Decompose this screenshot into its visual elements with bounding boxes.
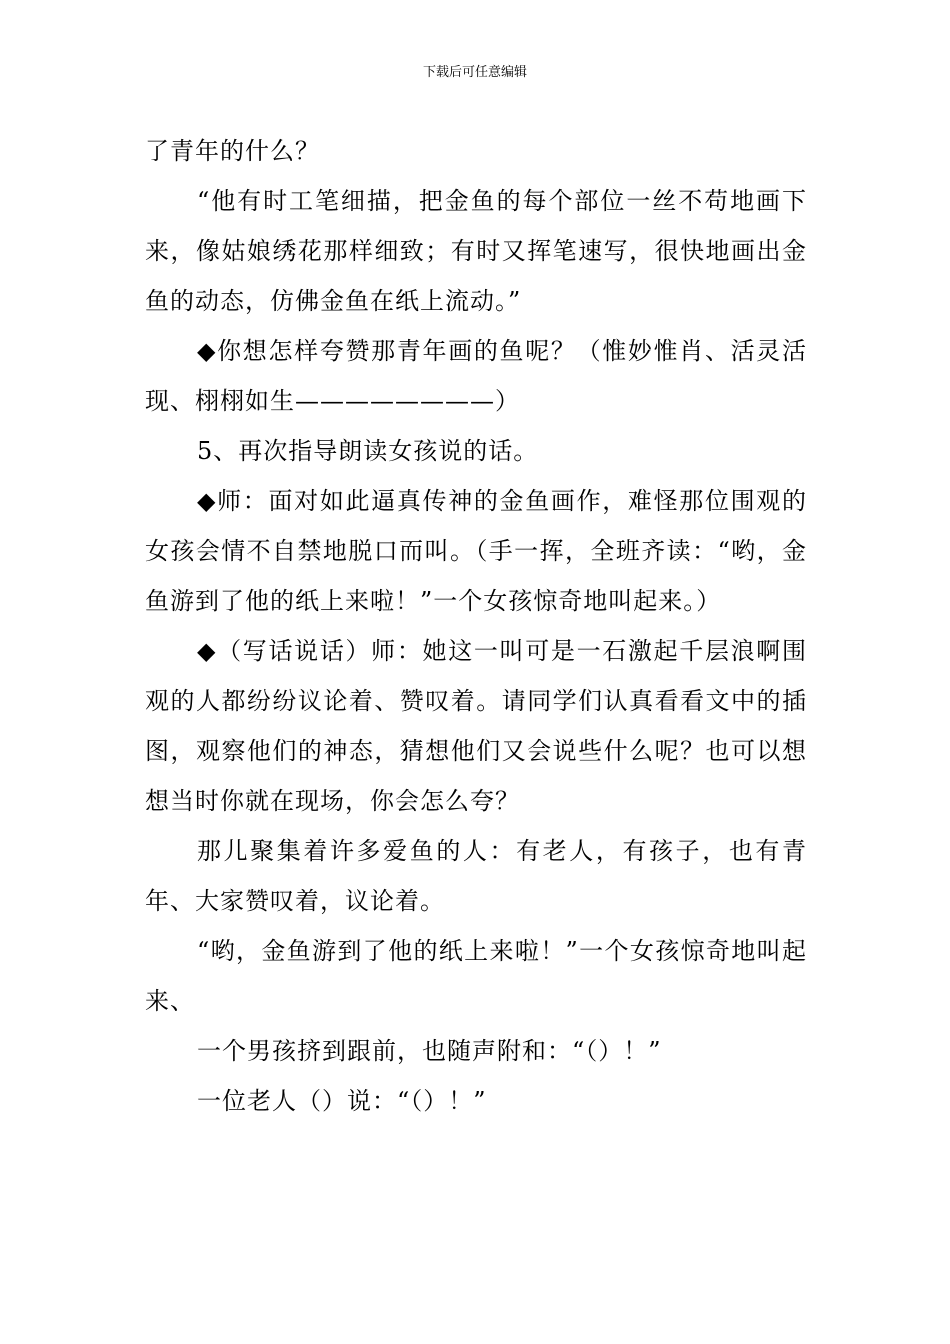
paragraph-girl-quote: “哟，金鱼游到了他的纸上来啦！”一个女孩惊奇地叫起来、 xyxy=(145,937,807,1015)
paragraph-boy-blank: 一个男孩挤到跟前，也随声附和：“（）！” xyxy=(197,1037,662,1065)
document-body xyxy=(145,126,807,1126)
page-header: 下载后可任意编辑 xyxy=(422,65,527,80)
paragraph-question-praise: ◆你想怎样夸赞那青年画的鱼呢？（惟妙惟肖、活灵活现、栩栩如生————————） xyxy=(145,337,807,415)
paragraph-step-5: 5、再次指导朗读女孩说的话。 xyxy=(197,437,539,465)
paragraph-writing-task: ◆（写话说话）师：她这一叫可是一石激起千层浪啊围观的人都纷纷议论着、赞叹着。请同学们认真看看文中的插图，观察他们的神态，猜想他们又会说些什么呢？也可以想想当时你就在现场，你会怎么夸？ xyxy=(145,637,807,815)
paragraph-crowd: 那儿聚集着许多爱鱼的人：有老人，有孩子，也有青年、大家赞叹着，议论着。 xyxy=(145,837,807,915)
paragraph-teacher-girl: ◆师：面对如此逼真传神的金鱼画作，难怪那位围观的女孩会情不自禁地脱口而叫。（手一挥，全班齐读：“哟，金鱼游到了他的纸上来啦！”一个女孩惊奇地叫起来。） xyxy=(145,487,807,615)
paragraph-continuation: 了青年的什么？ xyxy=(145,137,320,165)
paragraph-elder-blank: 一位老人（）说：“（）！” xyxy=(197,1087,487,1115)
paragraph-quote-painting: “他有时工笔细描，把金鱼的每个部位一丝不苟地画下来，像姑娘绣花那样细致；有时又挥笔速写，很快地画出金鱼的动态，仿佛金鱼在纸上流动。” xyxy=(145,187,807,315)
